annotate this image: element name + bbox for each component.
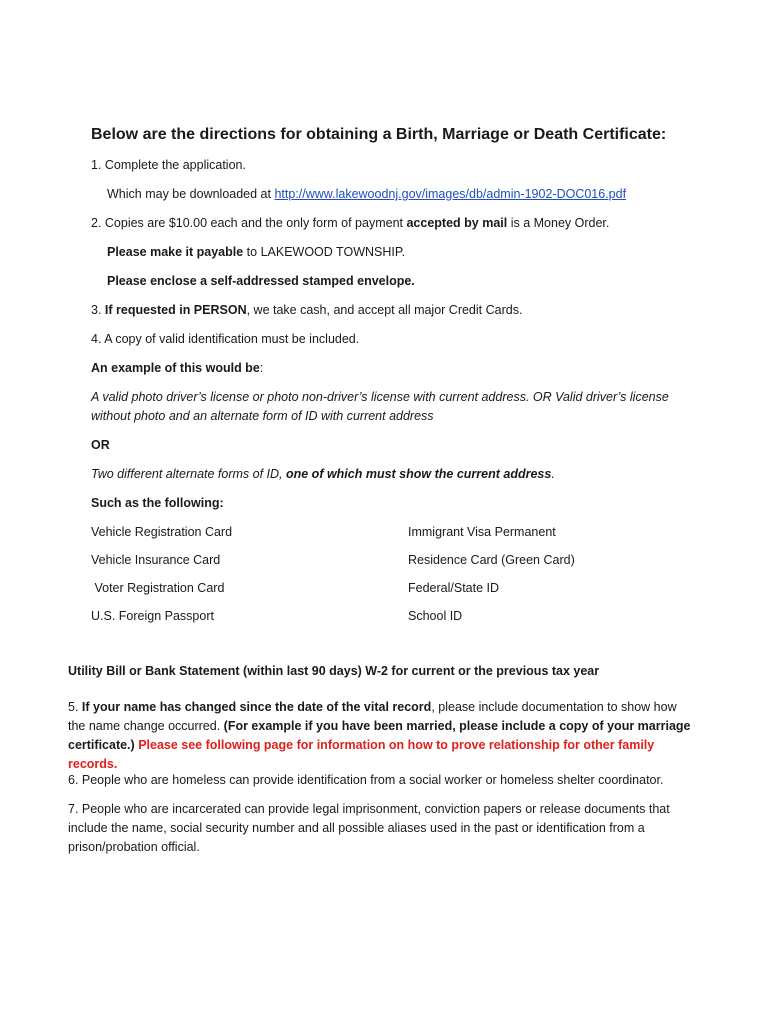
step-7-paragraph: 7. People who are incarcerated can provide legal imprisonment, conviction papers or release documents that include the name, social security number and all possible aliases used in the past or identification from a prison/probation official.	[68, 802, 670, 854]
id-left-item: Vehicle Registration Card	[91, 525, 233, 539]
utility-text: Utility Bill or Bank Statement (within last 90 days) W-2 for current or the previous tax year	[68, 664, 600, 678]
example-colon: :	[259, 361, 264, 375]
payable-bold: Please make it payable	[107, 245, 244, 259]
step-2-bold: accepted by mail	[406, 216, 508, 230]
step-5-bold-2: (For example if you have been married, please include a copy of your marriage certificate.)	[68, 719, 691, 752]
step-1-text: 1. Complete the application.	[91, 158, 246, 172]
or-separator	[91, 436, 110, 455]
page-title: Below are the directions for obtaining a Birth, Marriage or Death Certificate:	[91, 126, 667, 143]
envelope-line	[107, 272, 415, 291]
payable-rest: to LAKEWOOD TOWNSHIP.	[243, 245, 406, 259]
alt-suffix: .	[551, 467, 555, 481]
download-line	[107, 185, 626, 204]
license-description	[91, 388, 691, 426]
family-records-note: Please see following page for information on how to prove relationship for other family records.	[68, 738, 655, 771]
step-3-bold: If requested in PERSON	[104, 303, 247, 317]
id-left-item: Vehicle Insurance Card	[91, 553, 221, 567]
such-as-text: Such as the following:	[91, 496, 224, 510]
id-left-item: Voter Registration Card	[91, 581, 225, 595]
step-6-text: 6. People who are homeless can provide identification from a social worker or homeless shelter coordinator.	[68, 773, 664, 787]
id-right-item: Immigrant Visa Permanent	[408, 525, 556, 539]
application-download-link[interactable]: http://www.lakewoodnj.gov/images/db/admin-1902-DOC016.pdf	[274, 187, 627, 201]
such-as-heading	[91, 494, 224, 513]
step-5-paragraph	[68, 698, 696, 774]
example-heading	[91, 359, 263, 378]
step-2-text	[91, 214, 609, 233]
download-prefix: Which may be downloaded at	[107, 187, 275, 201]
example-bold: An example of this would be	[91, 361, 260, 375]
envelope-text: Please enclose a self-addressed stamped envelope.	[107, 274, 415, 288]
id-right-item: School ID	[408, 609, 463, 623]
step-5-prefix: 5.	[68, 700, 82, 714]
alternate-id-line	[91, 465, 555, 484]
id-left-item: U.S. Foreign Passport	[91, 609, 214, 623]
license-italic: A valid photo driver’s license or photo non-driver’s license with current address. OR Valid driver’s license without photo and an alternate form of ID with current address	[91, 390, 669, 423]
id-right-item: Federal/State ID	[408, 581, 500, 595]
step-3-suffix: , we take cash, and accept all major Credit Cards.	[246, 303, 523, 317]
step-2-prefix: 2. Copies are $10.00 each and the only form of payment	[91, 216, 407, 230]
alt-prefix: Two different alternate forms of ID,	[91, 467, 286, 481]
step-5-mid: , please include documentation to show how the name change occurred.	[68, 700, 677, 733]
or-text: OR	[91, 438, 110, 452]
step-3-text	[91, 301, 522, 320]
step-3-prefix: 3.	[91, 303, 105, 317]
payable-line	[107, 243, 405, 262]
alt-bold: one of which must show the current address	[285, 467, 552, 481]
step-2-suffix: is a Money Order.	[507, 216, 610, 230]
step-5-bold: If your name has changed since the date of the vital record	[81, 700, 432, 714]
step-4-text: 4. A copy of valid identification must be included.	[91, 332, 360, 346]
id-right-item: Residence Card (Green Card)	[408, 553, 575, 567]
utility-line	[68, 662, 599, 681]
